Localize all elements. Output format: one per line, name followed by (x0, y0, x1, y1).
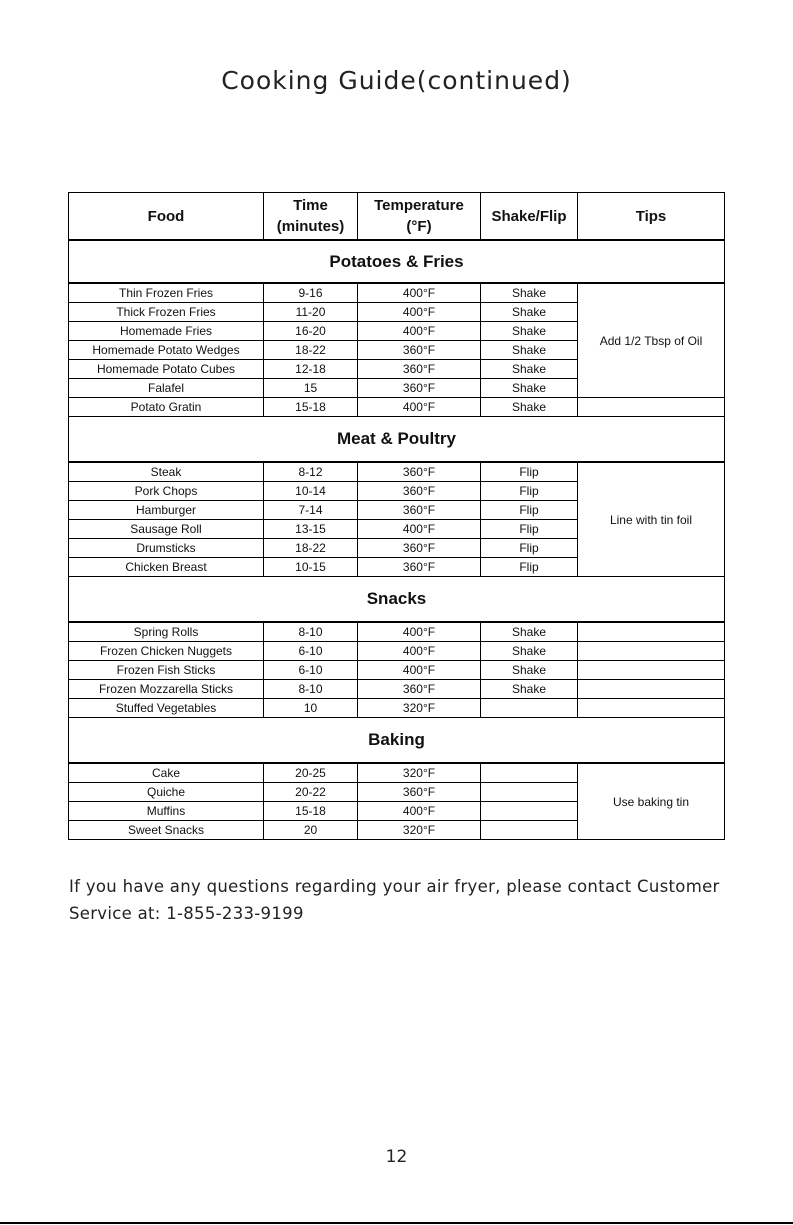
temp-cell: 400°F (358, 283, 481, 303)
food-cell: Muffins (69, 802, 264, 821)
time-cell: 12-18 (264, 360, 358, 379)
action-cell: Shake (481, 341, 578, 360)
time-cell: 10-15 (264, 558, 358, 577)
page-number: 12 (385, 1147, 408, 1167)
table-row (69, 680, 725, 699)
action-cell: Flip (481, 520, 578, 539)
time-cell: 10 (264, 699, 358, 718)
temp-cell: 360°F (358, 558, 481, 577)
time-cell: 7-14 (264, 501, 358, 520)
header-time: Time (minutes) (264, 193, 358, 241)
food-cell: Thick Frozen Fries (69, 303, 264, 322)
header-shake-flip: Shake/Flip (481, 193, 578, 241)
tip-cell: Use baking tin (578, 763, 725, 840)
temp-cell: 400°F (358, 622, 481, 642)
table-row (69, 283, 725, 303)
temp-cell: 400°F (358, 303, 481, 322)
table-row (69, 763, 725, 783)
action-cell (481, 699, 578, 718)
action-cell: Shake (481, 283, 578, 303)
header-temperature: Temperature (°F) (358, 193, 481, 241)
food-cell: Falafel (69, 379, 264, 398)
food-cell: Spring Rolls (69, 622, 264, 642)
food-cell: Hamburger (69, 501, 264, 520)
temp-cell: 320°F (358, 763, 481, 783)
temp-cell: 360°F (358, 360, 481, 379)
temp-cell: 360°F (358, 783, 481, 802)
food-cell: Sausage Roll (69, 520, 264, 539)
temp-cell: 400°F (358, 642, 481, 661)
time-cell: 15-18 (264, 398, 358, 417)
time-cell: 8-12 (264, 462, 358, 482)
food-cell: Frozen Chicken Nuggets (69, 642, 264, 661)
tip-cell-empty (578, 680, 725, 699)
tip-cell-empty (578, 398, 725, 417)
action-cell (481, 821, 578, 840)
bottom-divider (0, 1222, 793, 1224)
page-title: Cooking Guide(continued) (221, 66, 572, 95)
temp-cell: 360°F (358, 501, 481, 520)
time-cell: 13-15 (264, 520, 358, 539)
action-cell (481, 763, 578, 783)
tip-cell: Add 1/2 Tbsp of Oil (578, 283, 725, 398)
action-cell: Shake (481, 622, 578, 642)
temp-cell: 400°F (358, 661, 481, 680)
food-cell: Chicken Breast (69, 558, 264, 577)
food-cell: Potato Gratin (69, 398, 264, 417)
temp-cell: 360°F (358, 539, 481, 558)
temp-cell: 320°F (358, 699, 481, 718)
table-row (69, 462, 725, 482)
table-row (69, 622, 725, 642)
time-cell: 9-16 (264, 283, 358, 303)
section-title: Snacks (69, 577, 725, 623)
section-row-baking (69, 718, 725, 764)
section-row-potatoes (69, 240, 725, 283)
food-cell: Homemade Fries (69, 322, 264, 341)
action-cell (481, 802, 578, 821)
action-cell: Flip (481, 501, 578, 520)
action-cell: Shake (481, 360, 578, 379)
food-cell: Cake (69, 763, 264, 783)
food-cell: Stuffed Vegetables (69, 699, 264, 718)
action-cell: Flip (481, 558, 578, 577)
food-cell: Sweet Snacks (69, 821, 264, 840)
table-row (69, 699, 725, 718)
temp-cell: 360°F (358, 341, 481, 360)
action-cell: Flip (481, 462, 578, 482)
customer-service-note: If you have any questions regarding your air fryer, please contact Customer Service at: 1-855-233-9199 (69, 877, 720, 923)
time-cell: 15-18 (264, 802, 358, 821)
temp-cell: 400°F (358, 802, 481, 821)
time-cell: 20-22 (264, 783, 358, 802)
table-row (69, 398, 725, 417)
action-cell: Shake (481, 642, 578, 661)
time-cell: 16-20 (264, 322, 358, 341)
food-cell: Pork Chops (69, 482, 264, 501)
temp-cell: 360°F (358, 379, 481, 398)
action-cell: Shake (481, 322, 578, 341)
time-cell: 6-10 (264, 661, 358, 680)
time-cell: 20 (264, 821, 358, 840)
temp-cell: 320°F (358, 821, 481, 840)
time-cell: 15 (264, 379, 358, 398)
tip-cell-empty (578, 699, 725, 718)
time-cell: 6-10 (264, 642, 358, 661)
time-cell: 11-20 (264, 303, 358, 322)
food-cell: Frozen Mozzarella Sticks (69, 680, 264, 699)
table-row (69, 661, 725, 680)
temp-cell: 400°F (358, 520, 481, 539)
temp-cell: 400°F (358, 322, 481, 341)
header-row (69, 193, 725, 241)
time-cell: 8-10 (264, 680, 358, 699)
tip-cell-empty (578, 642, 725, 661)
header-food: Food (69, 193, 264, 241)
section-title: Potatoes & Fries (69, 240, 725, 283)
time-cell: 18-22 (264, 539, 358, 558)
action-cell: Shake (481, 680, 578, 699)
temp-cell: 360°F (358, 482, 481, 501)
section-title: Meat & Poultry (69, 417, 725, 463)
time-cell: 18-22 (264, 341, 358, 360)
time-cell: 20-25 (264, 763, 358, 783)
food-cell: Homemade Potato Wedges (69, 341, 264, 360)
action-cell (481, 783, 578, 802)
food-cell: Frozen Fish Sticks (69, 661, 264, 680)
food-cell: Quiche (69, 783, 264, 802)
section-row-meat (69, 417, 725, 463)
action-cell: Flip (481, 539, 578, 558)
action-cell: Shake (481, 303, 578, 322)
action-cell: Shake (481, 661, 578, 680)
table-row (69, 642, 725, 661)
food-cell: Homemade Potato Cubes (69, 360, 264, 379)
temp-cell: 360°F (358, 680, 481, 699)
section-title: Baking (69, 718, 725, 764)
action-cell: Shake (481, 398, 578, 417)
tip-cell: Line with tin foil (578, 462, 725, 577)
tip-cell-empty (578, 622, 725, 642)
header-tips: Tips (578, 193, 725, 241)
time-cell: 10-14 (264, 482, 358, 501)
time-cell: 8-10 (264, 622, 358, 642)
action-cell: Flip (481, 482, 578, 501)
temp-cell: 400°F (358, 398, 481, 417)
section-row-snacks (69, 577, 725, 623)
tip-cell-empty (578, 661, 725, 680)
food-cell: Steak (69, 462, 264, 482)
food-cell: Thin Frozen Fries (69, 283, 264, 303)
cooking-guide-table (68, 192, 725, 840)
action-cell: Shake (481, 379, 578, 398)
food-cell: Drumsticks (69, 539, 264, 558)
temp-cell: 360°F (358, 462, 481, 482)
